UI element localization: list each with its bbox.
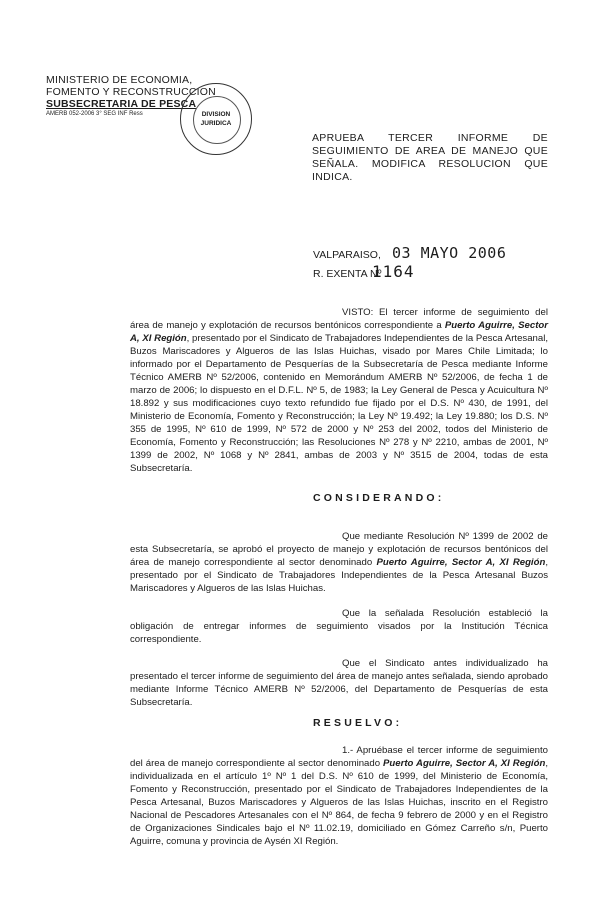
exenta-label: R. EXENTA Nº [313,268,382,280]
letterhead-ministry-cont: FOMENTO Y RECONSTRUCCION [46,86,216,98]
letterhead-subsecretaria: SUBSECRETARIA DE PESCA [46,98,197,110]
considerando-1-end: , presentado por el Sindicato de Trabajadores Independientes de la Pesca Artesanal Buzos Mariscadores y Algueros de las Islas Huichas. [130,557,548,594]
visto-paragraph [130,306,548,475]
considerando-paragraph-1 [130,530,548,595]
exenta-number: 1164 [372,262,415,281]
stamp-line-1: DIVISION [201,111,231,118]
visto-location: Puerto Aguirre, Sector A, XI Región [130,320,549,344]
visto-text-end: , presentado por el Sindicato de Trabajadores Independientes de la Pesca Artesanal, Buzos Mariscadores y Algueros de las Islas Huichas, visado por Mares Chile Limitada; lo informado por el Departamento de Pesquerías de la Subsecretaría de Pesca mediante Informe Técnico AMERB Nº 52/2006, contenido en Memorándum AMERB Nº 52/2006, de fecha 1 de marzo de 2006; lo dispuesto en el D.F.L. Nº 5, de 1983; la Ley General de Pesca y Acuicultura Nº 18.892 y sus modificaciones cuyo texto refundido fue fijado por el D.S. Nº 430, de 1991, del Ministerio de Economía, Fomento y Reconstrucción; la Ley Nº 19.492; la Ley 19.880; los D.S. Nº 355 de 1995, Nº 610 de 1999, Nº 572 de 2000 y Nº 253 del 2002, todos del Ministerio de Economía, Fomento y Reconstrucción; las Resoluciones Nº 278 y Nº 2210, ambas de 2001, Nº 1399 de 2002, Nº 1068 y Nº 2841, ambas de 2003 y Nº 3515 de 2004, todas de esta Subsecretaría. [130,333,549,474]
resuelvo-1-end: , individualizada en el artículo 1º Nº 1 del D.S. Nº 610 de 1999, del Ministerio de Economía, Fomento y Reconstrucción, presentado por el Sindicato de Trabajadores Independientes de la Pesca Artesanal, Buzos Mariscadores y Algueros de las Islas Huichas, inscrito en el Registro Nacional de Pescadores Artesanales con el Nº 864, de fecha 9 febrero de 2000 y en el Registro de Organizaciones Sindicales bajo el Nº 11.02.19, domiciliado en Gómez Carreño s/n, Puerto Aguirre, comuna y provincia de Aysén XI Región. [130,758,548,847]
considerando-heading: CONSIDERANDO: [313,492,445,504]
resuelvo-paragraph-1 [130,744,548,848]
considerando-1-location: Puerto Aguirre, Sector A, XI Región [376,557,546,568]
place-label: VALPARAISO, [313,249,381,261]
considerando-1-start: Que mediante Resolución Nº 1399 de 2002 de esta Subsecretaría, se aprobó el proyecto de manejo y explotación de recursos bentónicos del área de manejo correspondiente al sector denominado [130,531,548,568]
resuelvo-heading: RESUELVO: [313,717,403,729]
subject-summary: APRUEBA TERCER INFORME DE SEGUIMIENTO DE AREA DE MANEJO QUE SEÑALA. MODIFICA RESOLUCION QUE INDICA. [312,132,548,183]
juridica-stamp [180,83,252,155]
considerando-paragraph-2: Que la señalada Resolución estableció la obligación de entregar informes de seguimiento visados por la Institución Técnica correspondiente. [130,608,548,645]
stamp-line-2: JURIDICA [200,120,232,127]
resuelvo-1-start: 1.- Apruébase el tercer informe de seguimiento del área de manejo correspondiente al sector denominado [130,745,548,769]
date-stamp: 03 MAYO 2006 [392,244,507,262]
resuelvo-1-location: Puerto Aguirre, Sector A, XI Región [383,758,546,769]
visto-text-start: VISTO: El tercer informe de seguimiento del área de manejo y explotación de recursos bentónicos correspondiente a [130,307,548,331]
letterhead-reference: AMERB 052-2006 3° SEG INF Ress [46,111,143,117]
letterhead-ministry: MINISTERIO DE ECONOMIA, [46,74,193,86]
considerando-paragraph-3: Que el Sindicato antes individualizado ha presentado el tercer informe de seguimiento del área de manejo antes señalada, siendo aprobado mediante Informe Técnico AMERB Nº 52/2006, del Departamento de Pesquerías de esta Subsecretaría. [130,658,548,708]
